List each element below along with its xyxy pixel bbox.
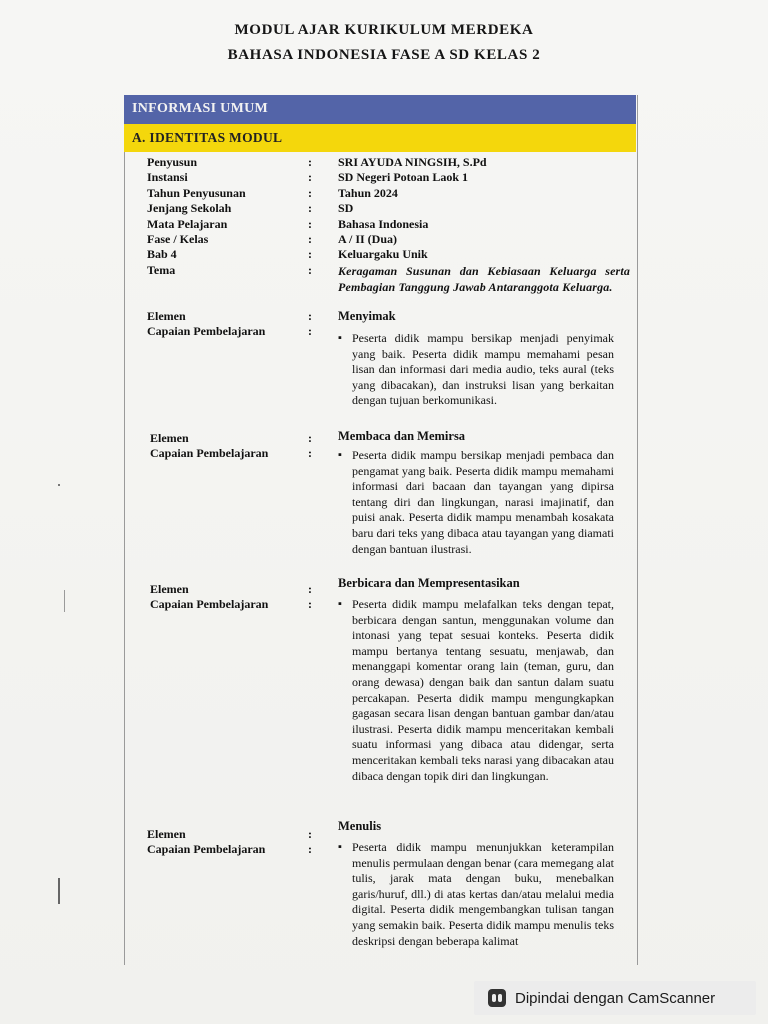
elemen-name-menulis: Menulis bbox=[338, 819, 382, 833]
scan-speck bbox=[58, 484, 60, 486]
label-jenjang-sekolah: Jenjang Sekolah bbox=[147, 201, 232, 215]
label-elemen: Elemen bbox=[150, 582, 189, 596]
colon: : bbox=[308, 170, 312, 184]
value-instansi: SD Negeri Potoan Laok 1 bbox=[338, 170, 468, 184]
capaian-text: Peserta didik mampu bersikap menjadi penyimak yang baik. Peserta didik mampu memahami pesan lisan dan informasi dari media audio, teks aural (teks yang dibacakan), dan instruksi lisan yang berkaitan dengan tujuan berkomunikasi. bbox=[352, 331, 614, 408]
section-header-identitas-modul bbox=[124, 124, 636, 152]
value-jenjang-sekolah: SD bbox=[338, 201, 354, 215]
camscanner-watermark bbox=[474, 981, 756, 1015]
label-capaian-pembelajaran: Capaian Pembelajaran bbox=[147, 324, 266, 338]
capaian-text: Peserta didik mampu bersikap menjadi pembaca dan pengamat yang baik. Peserta didik mampu memahami informasi dari bacaan dan tayangan yang dipirsa tentang diri dan lingkungan, narasi imajinatif, dan puisi anak. Peserta didik mampu menambah kosakata baru dari teks yang dibaca atau tayangan yang diamati dengan bantuan ilustrasi. bbox=[352, 448, 614, 556]
colon: : bbox=[308, 582, 312, 596]
colon: : bbox=[308, 597, 312, 611]
camscanner-logo-icon bbox=[488, 989, 506, 1007]
capaian-menulis bbox=[338, 840, 614, 962]
bullet-icon: ▪ bbox=[338, 449, 342, 461]
colon: : bbox=[308, 827, 312, 841]
watermark-text: Dipindai dengan CamScanner bbox=[515, 989, 716, 1007]
label-instansi: Instansi bbox=[147, 170, 188, 184]
scan-line-mark bbox=[58, 878, 60, 904]
label-capaian-pembelajaran: Capaian Pembelajaran bbox=[147, 842, 266, 856]
label-fase-kelas: Fase / Kelas bbox=[147, 232, 209, 246]
value-bab: Keluargaku Unik bbox=[338, 247, 428, 261]
capaian-menyimak bbox=[338, 331, 614, 409]
elemen-name-berbicara: Berbicara dan Mempresentasikan bbox=[338, 576, 520, 590]
bullet-icon: ▪ bbox=[338, 841, 342, 853]
elemen-name-membaca-memirsa: Membaca dan Memirsa bbox=[338, 429, 466, 443]
capaian-berbicara bbox=[338, 597, 614, 784]
colon: : bbox=[308, 431, 312, 445]
bullet-icon: ▪ bbox=[338, 598, 342, 610]
value-tahun-penyusunan: Tahun 2024 bbox=[338, 186, 398, 200]
section-header-label: A. IDENTITAS MODUL bbox=[132, 130, 283, 145]
scan-line-mark bbox=[64, 590, 65, 612]
label-penyusun: Penyusun bbox=[147, 155, 198, 169]
colon: : bbox=[308, 217, 312, 231]
label-mata-pelajaran: Mata Pelajaran bbox=[147, 217, 228, 231]
capaian-text: Peserta didik mampu menunjukkan keterampilan menulis permulaan dengan benar (cara memegang alat tulis, jarak mata dengan buku, menebalkan garis/huruf, dll.) di atas kertas dan/atau melalui media digital. Peserta didik mengembangkan tulisan tangan yang semakin baik. Peserta didik mampu menulis teks deskripsi dengan beberapa kalimat bbox=[352, 840, 614, 948]
section-header-informasi-umum bbox=[124, 95, 636, 124]
colon: : bbox=[308, 263, 312, 277]
colon: : bbox=[308, 247, 312, 261]
label-bab: Bab 4 bbox=[147, 247, 177, 261]
label-capaian-pembelajaran: Capaian Pembelajaran bbox=[150, 597, 269, 611]
colon: : bbox=[308, 842, 312, 856]
label-capaian-pembelajaran: Capaian Pembelajaran bbox=[150, 446, 269, 460]
value-mata-pelajaran: Bahasa Indonesia bbox=[338, 217, 429, 231]
colon: : bbox=[308, 324, 312, 338]
colon: : bbox=[308, 186, 312, 200]
colon: : bbox=[308, 201, 312, 215]
label-elemen: Elemen bbox=[147, 827, 186, 841]
capaian-text: Peserta didik mampu melafalkan teks dengan tepat, berbicara dengan santun, menggunakan volume dan intonasi yang tepat sesuai konteks. Peserta didik mampu bertanya tentang sesuatu, menjawab, dan menanggapi komentar orang lain (teman, guru, dan orang dewasa) dengan baik dan santun dalam suatu percakapan. Peserta didik mampu mengungkapkan gagasan secara lisan dengan bantuan gambar dan/atau ilustrasi. Peserta didik mampu menceritakan kembali suatu informasi yang dibaca atau didengar, serta menceritakan kembali teks narasi yang dibacakan atau dibaca dengan topik diri dan lingkungan. bbox=[352, 597, 614, 783]
value-tema: Keragaman Susunan dan Kebiasaan Keluarga serta Pembagian Tanggung Jawab Antaranggota Keluarga. bbox=[338, 264, 630, 294]
colon: : bbox=[308, 446, 312, 460]
document-title-line-2: BAHASA INDONESIA FASE A SD KELAS 2 bbox=[227, 47, 541, 63]
label-elemen: Elemen bbox=[147, 309, 186, 323]
value-penyusun: SRI AYUDA NINGSIH, S.Pd bbox=[338, 155, 487, 169]
colon: : bbox=[308, 232, 312, 246]
bullet-icon: ▪ bbox=[338, 332, 342, 344]
label-tema: Tema bbox=[147, 263, 176, 277]
label-tahun-penyusunan: Tahun Penyusunan bbox=[147, 186, 246, 200]
label-elemen: Elemen bbox=[150, 431, 189, 445]
section-header-label: INFORMASI UMUM bbox=[132, 101, 269, 116]
elemen-name-menyimak: Menyimak bbox=[338, 309, 396, 323]
colon: : bbox=[308, 309, 312, 323]
value-fase-kelas: A / II (Dua) bbox=[338, 232, 398, 246]
colon: : bbox=[308, 155, 312, 169]
document-title-line-1: MODUL AJAR KURIKULUM MERDEKA bbox=[234, 22, 534, 38]
capaian-membaca-memirsa bbox=[338, 448, 614, 557]
